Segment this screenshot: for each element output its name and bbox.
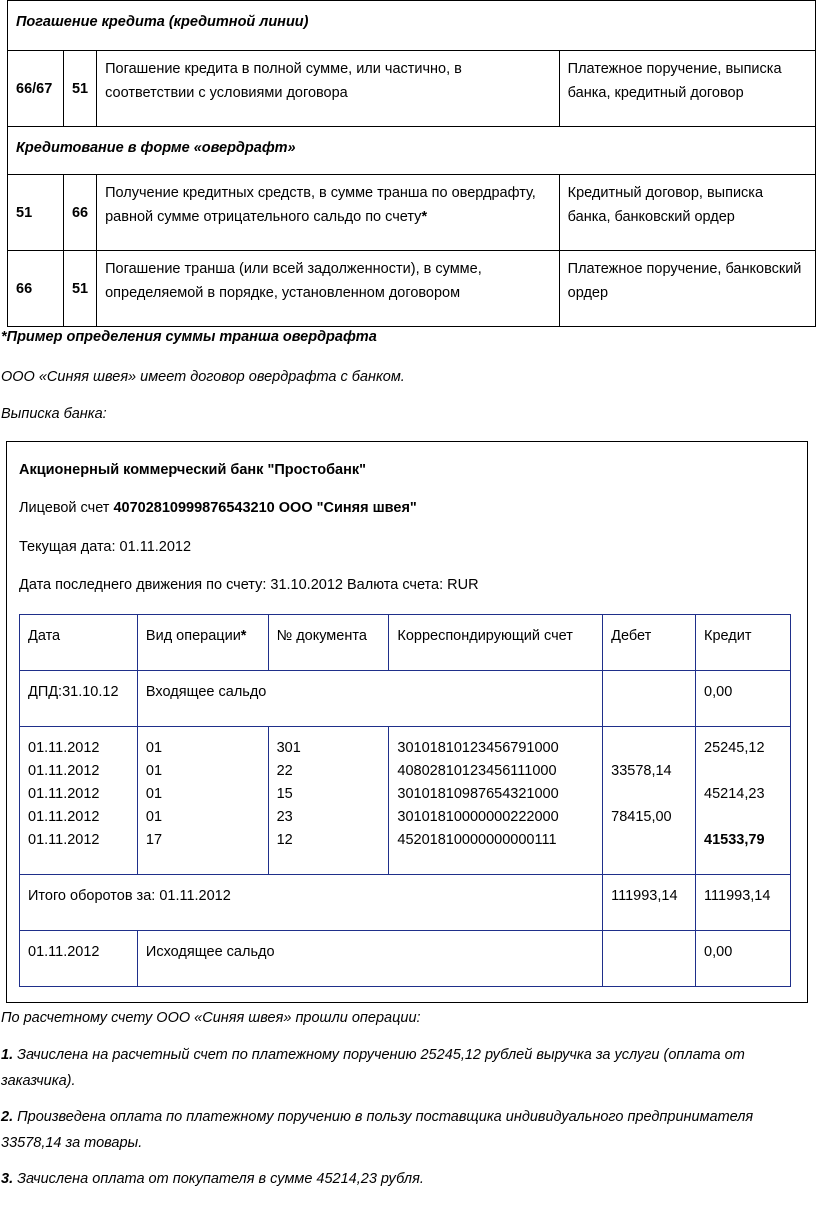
operation-text: Произведена оплата по платежному поручению в пользу поставщика индивидуального предпринимателя 33578,14 за товары. [1,1109,754,1151]
closing-balance-row [20,931,791,987]
entry-documents: Кредитный договор, выписка банка, банковский ордер [559,175,815,251]
op-credit-total-highlight: 41533,79 [704,832,765,848]
opening-balance-row [20,671,791,727]
entry-description-text: Получение кредитных средств, в сумме транша по овердрафту, равной сумме отрицательного сальдо по счету [105,185,536,225]
op-type: 01 [145,786,163,802]
totals-row [20,875,791,931]
totals-credit: 111993,14 [696,875,791,931]
op-type: 01 [145,763,163,779]
col-header-credit: Кредит [696,615,791,671]
account-number: 40702810999876543210 ООО "Синяя швея" [113,500,417,516]
operation-item [1,1166,801,1192]
op-type: 17 [145,832,163,848]
op-credit: 45214,23 [704,786,765,802]
section-title-overdraft: Кредитование в форме «овердрафт» [8,127,816,175]
op-credit [704,806,782,829]
entry-description: Погашение кредита в полной сумме, или частично, в соответствии с условиями договора [97,51,560,127]
totals-debit: 111993,14 [603,875,696,931]
op-corr-account: 30101810123456791000 [397,740,559,756]
section-title-loan-repayment: Погашение кредита (кредитной линии) [8,1,816,51]
operation-number: 3. [1,1171,14,1187]
opening-date: ДПД:31.10.12 [20,671,138,727]
op-debit [611,783,687,806]
intro-text: ООО «Синяя швея» имеет договор овердрафта с банком. [1,369,405,385]
header-row [20,615,791,671]
op-doc: 22 [276,763,293,779]
col-header-operation [137,615,268,671]
operations-intro: По расчетному счету ООО «Синяя швея» прошли операции: [1,1010,421,1026]
opening-debit [603,671,696,727]
col-header-debit: Дебет [603,615,696,671]
op-doc: 23 [276,809,293,825]
op-debit: 33578,14 [611,763,672,779]
ops-debits [603,727,696,875]
op-date: 01.11.2012 [28,786,100,802]
entry-description [97,175,560,251]
entry-description: Погашение транша (или всей задолженности), в сумме, определяемой в порядке, установленном договором [97,251,560,327]
credit-code: 66 [63,175,96,251]
col-header-operation-text: Вид операции [145,628,241,644]
op-debit: 78415,00 [611,809,672,825]
op-corr-account: 40802810123456111000 [397,763,557,779]
op-debit [611,829,687,852]
op-corr-account: 45201810000000000111 [397,832,557,848]
op-credit: 25245,12 [704,740,765,756]
current-date: Текущая дата: 01.11.2012 [19,539,192,555]
op-type: 01 [145,809,163,825]
debit-code: 51 [8,175,64,251]
op-type: 01 [145,740,163,756]
op-credit [704,760,782,783]
op-debit [611,737,687,760]
closing-date: 01.11.2012 [20,931,138,987]
op-doc: 15 [276,786,293,802]
ops-dates [20,727,138,875]
op-date: 01.11.2012 [28,740,100,756]
operation-text: Зачислена оплата от покупателя в сумме 45214,23 рубля. [13,1171,424,1187]
op-corr-account: 30101810000000222000 [397,809,559,825]
col-header-corr-account: Корреспондирующий счет [389,615,603,671]
operations-row [20,727,791,875]
closing-debit [603,931,696,987]
entry-documents: Платежное поручение, выписка банка, кредитный договор [559,51,815,127]
totals-label: Итого оборотов за: 01.11.2012 [20,875,603,931]
ops-credits [696,727,791,875]
example-title: *Пример определения суммы транша овердрафта [1,329,377,345]
last-movement: Дата последнего движения по счету: 31.10.2012 Валюта счета: RUR [19,577,479,593]
op-corr-account: 30101810987654321000 [397,786,559,802]
debit-code: 66/67 [8,51,64,127]
operation-item [1,1042,801,1094]
account-label: Лицевой счет [19,500,110,516]
operation-text: Зачислена на расчетный счет по платежному поручению 25245,12 рублей выручка за услуги (оплата от заказчика). [1,1047,745,1089]
op-date: 01.11.2012 [28,763,100,779]
credit-code: 51 [63,51,96,127]
op-doc: 301 [276,740,301,756]
closing-credit: 0,00 [696,931,791,987]
footnote-star: * [421,209,428,225]
statement-table [19,614,791,987]
opening-credit: 0,00 [696,671,791,727]
bank-name: Акционерный коммерческий банк "Простобанк" [19,462,367,478]
bank-statement [6,441,808,1003]
credit-code: 51 [63,251,96,327]
account-line [19,500,417,516]
op-doc: 12 [276,832,293,848]
entry-documents: Платежное поручение, банковский ордер [559,251,815,327]
opening-label: Входящее сальдо [137,671,602,727]
ops-types [137,727,268,875]
op-date: 01.11.2012 [28,809,100,825]
statement-label: Выписка банка: [1,406,107,422]
debit-code: 66 [8,251,64,327]
operation-number: 2. [1,1109,14,1125]
closing-label: Исходящее сальдо [137,931,602,987]
operation-item [1,1104,813,1156]
ops-docs [268,727,389,875]
col-header-document: № документа [268,615,389,671]
accounting-entries-table [7,0,816,327]
operation-number: 1. [1,1047,14,1063]
col-header-date: Дата [20,615,138,671]
op-date: 01.11.2012 [28,832,100,848]
ops-corr-accounts [389,727,603,875]
footnote-star: * [240,628,247,644]
